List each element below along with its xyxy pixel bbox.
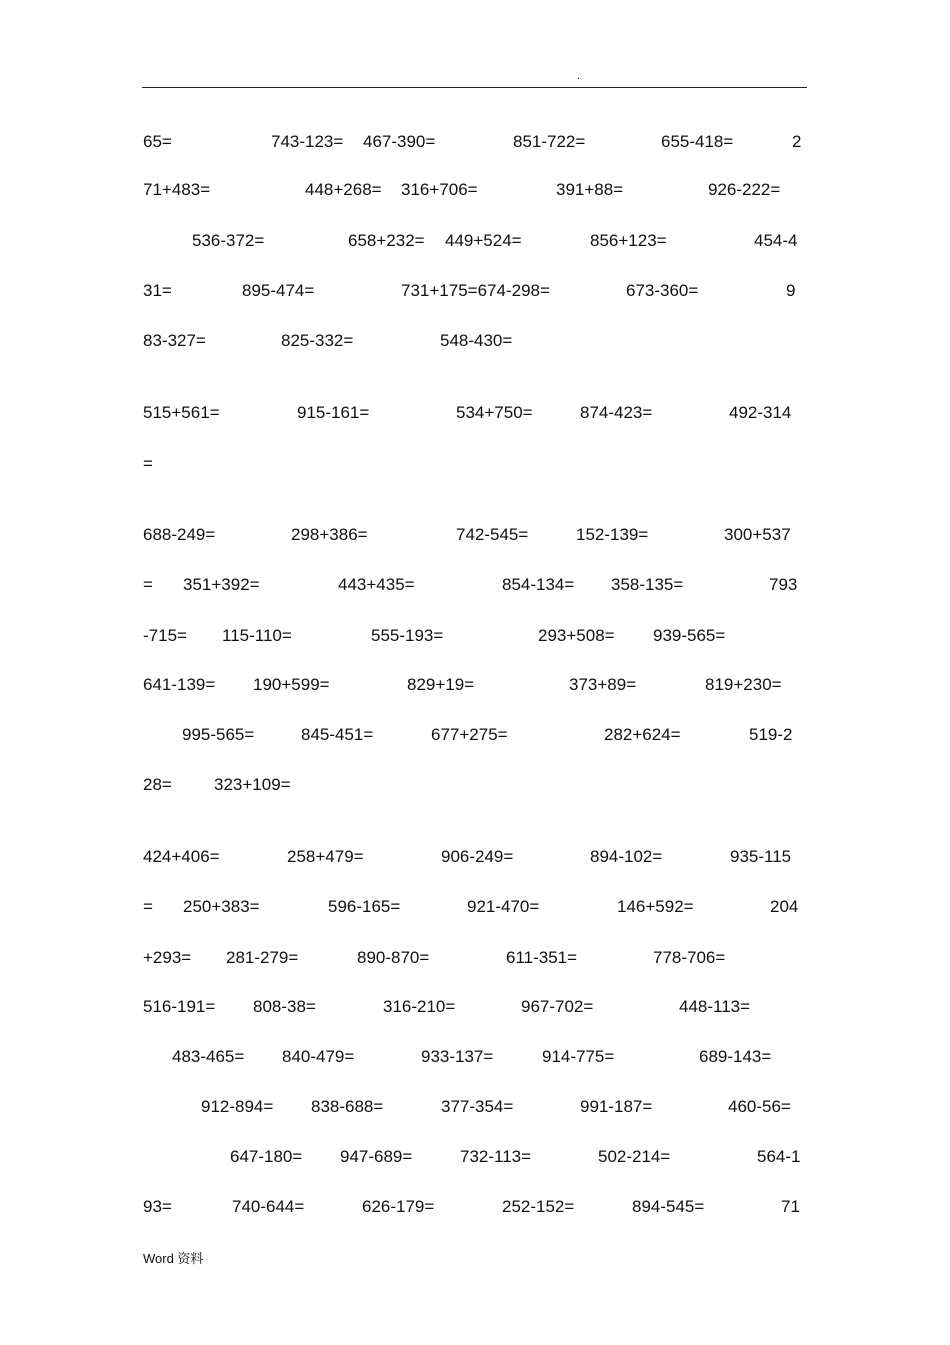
math-problem: 555-193= (371, 626, 444, 645)
math-problem: 933-137= (421, 1047, 494, 1066)
math-problem: 967-702= (521, 997, 594, 1016)
math-problem: 825-332= (281, 331, 354, 350)
math-problem: 460-56= (728, 1097, 791, 1116)
text-line (0, 229, 950, 253)
math-problem: 840-479= (282, 1047, 355, 1066)
math-problem: 293+508= (538, 626, 615, 645)
math-problem: 534+750= (456, 403, 533, 422)
math-problem: 778-706= (653, 948, 726, 967)
math-problem: 9 (786, 281, 796, 300)
text-line (0, 523, 950, 547)
math-problem: 443+435= (338, 575, 415, 594)
math-problem: 819+230= (705, 675, 782, 694)
text-line (0, 773, 950, 797)
text-line (0, 946, 950, 970)
math-problem: 483-465= (172, 1047, 245, 1066)
math-problem: 316-210= (383, 997, 456, 1016)
math-problem: 454-4 (754, 231, 798, 250)
math-problem: 689-143= (699, 1047, 772, 1066)
math-problem: 732-113= (460, 1147, 532, 1166)
math-problem: 115-110= (222, 626, 292, 645)
math-problem: 300+537 (724, 525, 791, 544)
math-problem: 31= (143, 281, 172, 300)
math-problem: 252-152= (502, 1197, 575, 1216)
text-line (0, 624, 950, 648)
math-problem: +293= (143, 948, 192, 967)
math-problem: 912-894= (201, 1097, 274, 1116)
math-problem: 516-191= (143, 997, 216, 1016)
text-line (0, 329, 950, 353)
math-problem: 838-688= (311, 1097, 384, 1116)
math-problem: 28= (143, 775, 172, 794)
math-problem: 808-38= (253, 997, 316, 1016)
math-problem: = (143, 454, 153, 473)
math-problem: 894-102= (590, 847, 663, 866)
math-problem: 190+599= (253, 675, 330, 694)
math-problem: 548-430= (440, 331, 513, 350)
math-problem: = (143, 897, 153, 916)
math-problem: 921-470= (467, 897, 540, 916)
math-problem: 448-113= (679, 997, 751, 1016)
math-problem: 894-545= (632, 1197, 705, 1216)
math-problem: 851-722= (513, 132, 586, 151)
math-problem: 83-327= (143, 331, 206, 350)
math-problem: 995-565= (182, 725, 255, 744)
math-problem: 152-139= (576, 525, 649, 544)
math-problem: 673-360= (626, 281, 699, 300)
text-line (0, 895, 950, 919)
math-problem: 281-279= (226, 948, 299, 967)
math-problem: 658+232= (348, 231, 425, 250)
footer-text: Word 资料 (143, 1251, 204, 1266)
math-problem: = (143, 575, 153, 594)
math-problem: 596-165= (328, 897, 401, 916)
math-problem: 742-545= (456, 525, 529, 544)
math-problem: 391+88= (556, 180, 624, 199)
math-problem: 829+19= (407, 675, 475, 694)
math-problem: 351+392= (183, 575, 260, 594)
math-problem: 914-775= (542, 1047, 615, 1066)
math-problem: 926-222= (708, 180, 781, 199)
math-problem: 743-123= (271, 132, 344, 151)
math-problem: 874-423= (580, 403, 653, 422)
math-problem: 298+386= (291, 525, 368, 544)
math-problem: 793 (769, 575, 798, 594)
math-problem: 856+123= (590, 231, 667, 250)
math-problem: 688-249= (143, 525, 216, 544)
math-problem: 424+406= (143, 847, 220, 866)
math-problem: 2 (792, 132, 802, 151)
math-problem: 93= (143, 1197, 172, 1216)
math-problem: 449+524= (445, 231, 522, 250)
math-problem: 939-565= (653, 626, 726, 645)
math-problem: 740-644= (232, 1197, 305, 1216)
text-line (0, 1195, 950, 1219)
math-problem: 467-390= (363, 132, 436, 151)
math-problem: 65= (143, 132, 172, 151)
header-mark: . (577, 70, 581, 82)
math-problem: 895-474= (242, 281, 315, 300)
text-line (0, 279, 950, 303)
text-line (0, 1145, 950, 1169)
math-problem: 564-1 (757, 1147, 801, 1166)
math-problem: 502-214= (598, 1147, 671, 1166)
math-problem: 845-451= (301, 725, 374, 744)
math-problem: 935-115 (730, 847, 792, 866)
math-problem: 854-134= (502, 575, 575, 594)
math-problem: 655-418= (661, 132, 734, 151)
header-rule (142, 87, 807, 88)
math-problem: 611-351= (506, 948, 578, 967)
math-problem: 282+624= (604, 725, 681, 744)
text-line (0, 401, 950, 425)
math-problem: 250+383= (183, 897, 260, 916)
math-problem: 519-2 (749, 725, 793, 744)
math-problem: 146+592= (617, 897, 694, 916)
math-problem: 71+483= (143, 180, 211, 199)
math-problem: 323+109= (214, 775, 291, 794)
math-problem: -715= (143, 626, 187, 645)
math-problem: 373+89= (569, 675, 637, 694)
math-problem: 641-139= (143, 675, 216, 694)
math-problem: 677+275= (431, 725, 508, 744)
math-problem: 890-870= (357, 948, 430, 967)
math-problem: 906-249= (441, 847, 514, 866)
math-problem: 258+479= (287, 847, 364, 866)
math-problem: 316+706= (401, 180, 478, 199)
math-problem: 626-179= (362, 1197, 435, 1216)
math-problem: 448+268= (305, 180, 382, 199)
math-problem: 515+561= (143, 403, 220, 422)
math-problem: 358-135= (611, 575, 684, 594)
math-problem: 536-372= (192, 231, 265, 250)
text-line (0, 845, 950, 869)
math-problem: 204 (770, 897, 799, 916)
math-problem: 647-180= (230, 1147, 303, 1166)
text-line (0, 723, 950, 747)
math-problem: 991-187= (580, 1097, 653, 1116)
math-problem: 947-689= (340, 1147, 413, 1166)
math-problem: 731+175=674-298= (401, 281, 550, 300)
text-line (0, 1095, 950, 1119)
text-line (0, 573, 950, 597)
text-line (0, 995, 950, 1019)
math-problem: 492-314 (729, 403, 792, 422)
text-line (0, 178, 950, 202)
math-problem: 71 (781, 1197, 800, 1216)
text-line (0, 1045, 950, 1069)
text-line (0, 452, 950, 476)
math-problem: 915-161= (297, 403, 370, 422)
text-line (0, 673, 950, 697)
text-line (0, 130, 950, 154)
math-problem: 377-354= (441, 1097, 514, 1116)
